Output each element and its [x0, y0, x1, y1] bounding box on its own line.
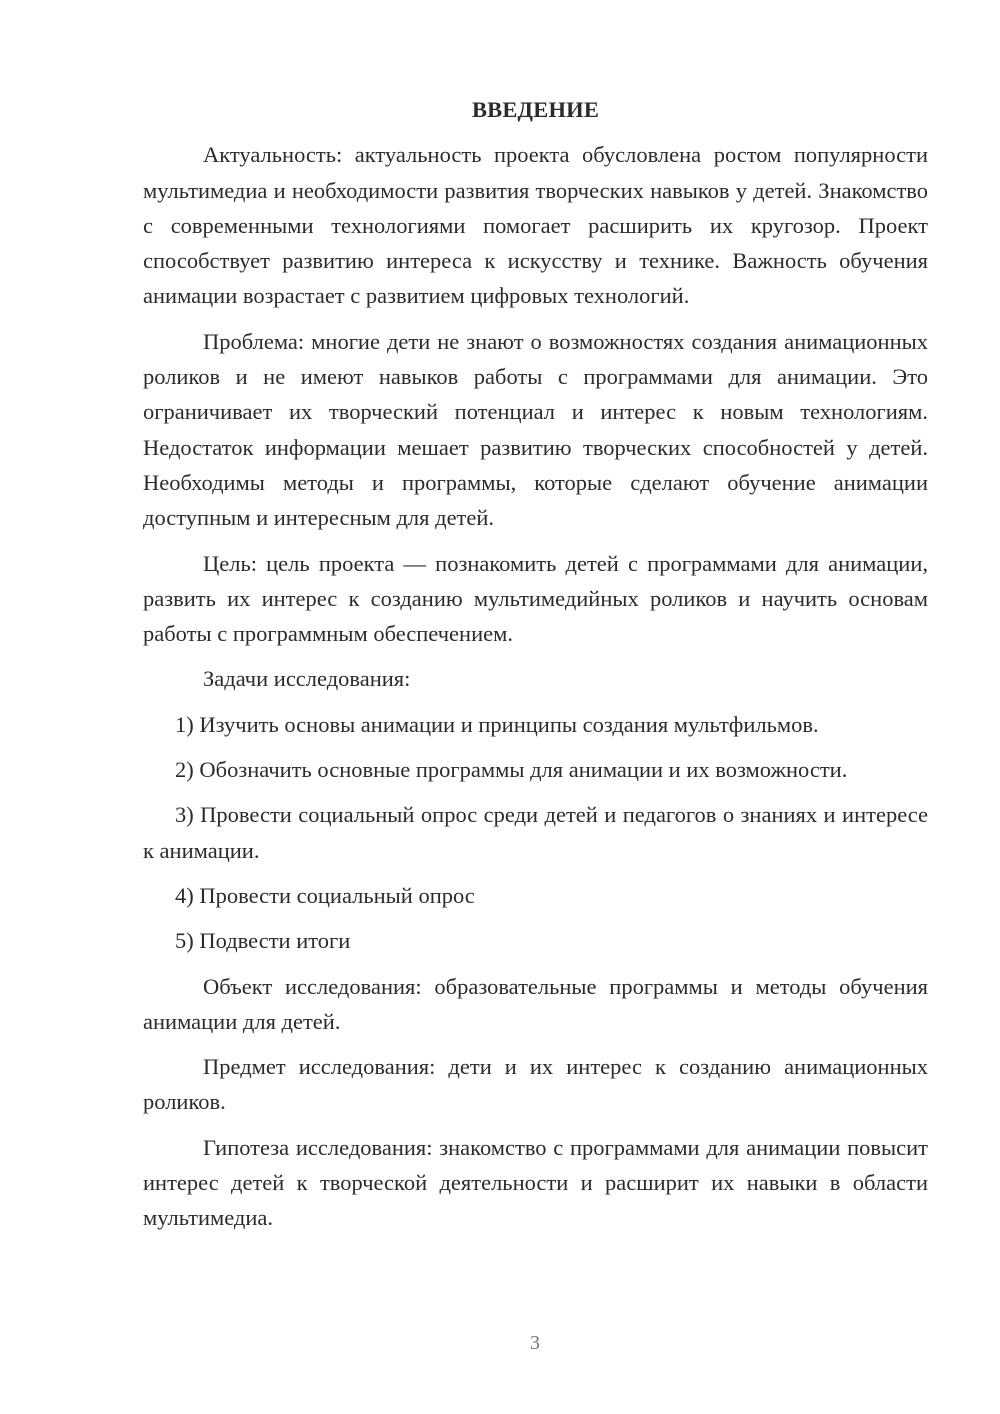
- page-number: 3: [530, 1332, 540, 1354]
- subject-paragraph: Предмет исследования: дети и их интерес к созданию анимационных роликов.: [143, 1054, 928, 1115]
- task-item-3: 3) Провести социальный опрос среди детей и педагогов о знаниях и интересе к анимации.: [143, 802, 928, 863]
- task-item-1: 1) Изучить основы анимации и принципы создания мультфильмов.: [175, 711, 819, 737]
- tasks-heading: Задачи исследования:: [203, 666, 411, 692]
- task-item-2: 2) Обозначить основные программы для анимации и их возможности.: [175, 757, 848, 783]
- task-item-5: 5) Подвести итоги: [175, 928, 351, 954]
- task-item-4: 4) Провести социальный опрос: [175, 882, 475, 908]
- object-paragraph: Объект исследования: образовательные программы и методы обучения анимации для детей.: [143, 973, 928, 1034]
- document-page: [143, 92, 928, 1246]
- relevance-paragraph: Актуальность: актуальность проекта обусловлена ростом популярности мультимедиа и необходимости развития творческих навыков у детей. Знакомство с современными технологиями помогает расширить их кругозор. Проект способствует развитию интереса к искусству и технике. Важность обучения анимации возрастает с развитием цифровых технологий.: [143, 142, 928, 309]
- hypothesis-paragraph: Гипотеза исследования: знакомство с программами для анимации повысит интерес детей к творческой деятельности и расширит их навыки в области мультимедиа.: [143, 1134, 928, 1231]
- goal-paragraph: Цель: цель проекта — познакомить детей с программами для анимации, развить их интерес к созданию мультимедийных роликов и научить основам работы с программным обеспечением.: [143, 550, 928, 647]
- problem-paragraph: Проблема: многие дети не знают о возможностях создания анимационных роликов и не имеют навыков работы с программами для анимации. Это ограничивает их творческий потенциал и интерес к новым технологиям. Недостаток информации мешает развитию творческих способностей у детей. Необходимы методы и программы, которые сделают обучение анимации доступным и интересным для детей.: [143, 328, 928, 531]
- section-title: ВВЕДЕНИЕ: [471, 97, 600, 122]
